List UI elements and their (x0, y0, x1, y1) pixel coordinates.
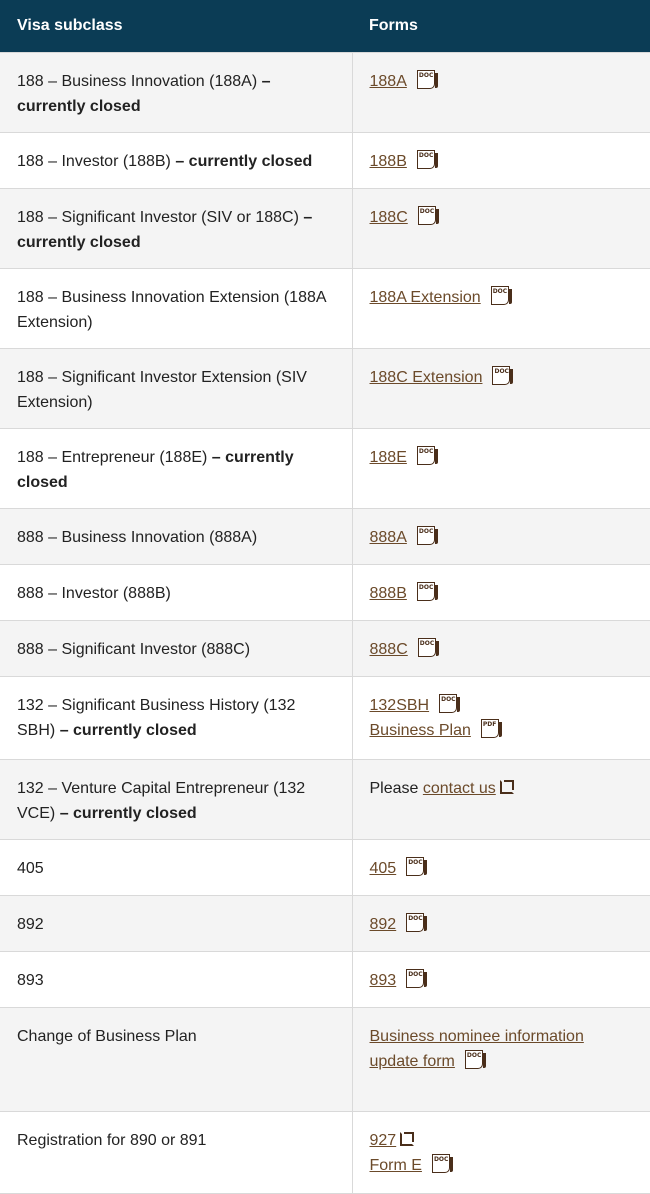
doc-icon[interactable] (439, 694, 457, 713)
forms-cell (352, 621, 650, 677)
table-row (0, 677, 650, 760)
visa-subclass-name: 888 – Investor (888B) (17, 585, 171, 602)
form-entry (370, 445, 634, 470)
visa-subclass-name: 188 – Significant Investor (SIV or 188C) (17, 209, 299, 226)
table-row (0, 952, 650, 1008)
closed-status: – currently closed (17, 209, 313, 251)
external-link-icon[interactable] (400, 1132, 414, 1146)
visa-subclass-cell (0, 840, 352, 896)
doc-icon-label: DOC (418, 72, 434, 79)
visa-subclass-name: 893 (17, 972, 44, 989)
forms-cell (352, 565, 650, 621)
visa-subclass-name: 188 – Entrepreneur (188E) (17, 449, 208, 466)
forms-cell (352, 840, 650, 896)
form-link[interactable]: 405 (369, 860, 397, 877)
visa-subclass-cell (0, 349, 352, 429)
doc-icon-label: DOC (441, 696, 456, 703)
form-link[interactable]: 888A (369, 529, 407, 546)
visa-subclass-name: 188 – Business Innovation Extension (188A Extension) (17, 289, 326, 331)
forms-cell (352, 952, 650, 1008)
doc-icon[interactable] (492, 366, 510, 385)
form-entry (370, 1024, 634, 1074)
form-entry (370, 776, 634, 801)
visa-subclass-name: 188 – Significant Investor Extension (SIV Extension) (17, 369, 307, 411)
pdf-icon[interactable] (481, 719, 499, 738)
closed-status: – currently closed (59, 722, 197, 739)
visa-subclass-cell (0, 760, 352, 840)
doc-icon[interactable] (432, 1154, 450, 1173)
table-row (0, 621, 650, 677)
table-row (0, 133, 650, 189)
table-row (0, 509, 650, 565)
form-link[interactable]: Form E (369, 1157, 422, 1174)
table-row (0, 840, 650, 896)
form-link[interactable]: 132SBH (369, 697, 430, 714)
table-row (0, 1112, 650, 1194)
forms-cell (352, 133, 650, 189)
doc-icon[interactable] (491, 286, 509, 305)
form-entry (370, 693, 634, 718)
closed-status: – currently closed (17, 73, 271, 115)
forms-cell (352, 53, 650, 133)
forms-cell (352, 1112, 650, 1194)
form-link[interactable]: Business nominee information update form (369, 1028, 584, 1070)
doc-icon[interactable] (417, 150, 435, 169)
form-link[interactable]: 188C (369, 209, 408, 226)
form-link[interactable]: 188A (369, 73, 407, 90)
table-row (0, 189, 650, 269)
forms-cell (352, 189, 650, 269)
form-link[interactable]: 188C Extension (369, 369, 483, 386)
form-entry (370, 1153, 634, 1178)
forms-cell (352, 509, 650, 565)
visa-subclass-name: 188 – Business Innovation (188A) (17, 73, 258, 90)
doc-icon-label: DOC (408, 859, 423, 866)
form-prefix-text: Please (369, 780, 419, 797)
pdf-icon-label: PDF (482, 721, 497, 728)
table-row (0, 429, 650, 509)
forms-cell (352, 349, 650, 429)
visa-subclass-cell (0, 269, 352, 349)
doc-icon[interactable] (406, 913, 424, 932)
form-entry (370, 69, 634, 94)
header-forms: Forms (352, 0, 650, 53)
table-row (0, 269, 650, 349)
form-link[interactable]: 888C (369, 641, 408, 658)
form-entry (370, 968, 634, 993)
visa-subclass-cell (0, 1008, 352, 1112)
form-entry (370, 718, 634, 743)
doc-icon-label: DOC (494, 368, 509, 375)
doc-icon-label: DOC (418, 528, 434, 535)
form-link[interactable]: 892 (369, 916, 397, 933)
visa-subclass-cell (0, 621, 352, 677)
visa-subclass-name: Change of Business Plan (17, 1028, 197, 1045)
visa-subclass-name: 132 – Significant Business History (132 SBH) (17, 697, 296, 739)
forms-cell (352, 429, 650, 509)
visa-subclass-name: Registration for 890 or 891 (17, 1132, 207, 1149)
forms-cell (352, 269, 650, 349)
form-entry (370, 365, 634, 390)
doc-icon[interactable] (417, 446, 435, 465)
form-entry (370, 525, 634, 550)
doc-icon[interactable] (465, 1050, 483, 1069)
table-row (0, 53, 650, 133)
table-row (0, 896, 650, 952)
visa-subclass-name: 405 (17, 860, 44, 877)
doc-icon-label: DOC (418, 584, 434, 591)
form-link[interactable]: 888B (369, 585, 407, 602)
doc-icon-label: DOC (492, 288, 508, 295)
form-entry (370, 581, 634, 606)
doc-icon-label: DOC (408, 915, 423, 922)
doc-icon-label: DOC (433, 1156, 449, 1163)
forms-cell (352, 896, 650, 952)
doc-icon-label: DOC (418, 448, 434, 455)
table-header-row (0, 0, 650, 53)
closed-status: – currently closed (17, 449, 294, 491)
form-link[interactable]: 188E (369, 449, 407, 466)
visa-subclass-cell (0, 565, 352, 621)
doc-icon[interactable] (418, 206, 436, 225)
doc-icon[interactable] (418, 638, 436, 657)
form-entry (370, 637, 634, 662)
doc-icon-label: DOC (419, 640, 435, 647)
table-row (0, 565, 650, 621)
visa-subclass-cell (0, 53, 352, 133)
external-link-icon[interactable] (500, 780, 514, 794)
form-link[interactable]: 188B (369, 153, 407, 170)
doc-icon[interactable] (406, 857, 424, 876)
forms-cell (352, 677, 650, 760)
visa-subclass-name: 188 – Investor (188B) (17, 153, 171, 170)
form-entry (370, 1128, 634, 1153)
visa-subclass-cell (0, 133, 352, 189)
form-link[interactable]: 188A Extension (369, 289, 481, 306)
closed-status: – currently closed (175, 153, 313, 170)
form-entry (370, 856, 634, 881)
form-entry (370, 149, 634, 174)
doc-icon[interactable] (417, 70, 435, 89)
doc-icon[interactable] (417, 526, 435, 545)
closed-status: – currently closed (59, 805, 197, 822)
doc-icon[interactable] (417, 582, 435, 601)
doc-icon-label: DOC (418, 152, 434, 159)
doc-icon-label: DOC (408, 971, 423, 978)
form-link[interactable]: Business Plan (369, 722, 471, 739)
forms-cell (352, 760, 650, 840)
visa-subclass-name: 892 (17, 916, 44, 933)
visa-subclass-cell (0, 189, 352, 269)
form-link[interactable]: 893 (369, 972, 397, 989)
forms-cell (352, 1008, 650, 1112)
visa-subclass-cell (0, 429, 352, 509)
visa-subclass-cell (0, 677, 352, 760)
table-body (0, 53, 650, 1194)
table-row (0, 349, 650, 429)
visa-subclass-cell (0, 1112, 352, 1194)
form-link[interactable]: 927 (369, 1132, 397, 1149)
visa-subclass-name: 132 – Venture Capital Entrepreneur (132 VCE) (17, 780, 306, 822)
visa-subclass-cell (0, 896, 352, 952)
form-link[interactable]: contact us (422, 780, 496, 797)
visa-subclass-cell (0, 509, 352, 565)
doc-icon-label: DOC (419, 208, 435, 215)
doc-icon[interactable] (406, 969, 424, 988)
visa-subclass-name: 888 – Business Innovation (888A) (17, 529, 258, 546)
form-entry (370, 285, 634, 310)
form-entry (370, 205, 634, 230)
doc-icon-label: DOC (466, 1052, 482, 1059)
visa-subclass-name: 888 – Significant Investor (888C) (17, 641, 251, 658)
table-row (0, 1008, 650, 1112)
visa-subclass-cell (0, 952, 352, 1008)
table-row (0, 760, 650, 840)
form-entry (370, 912, 634, 937)
header-visa-subclass: Visa subclass (0, 0, 352, 53)
